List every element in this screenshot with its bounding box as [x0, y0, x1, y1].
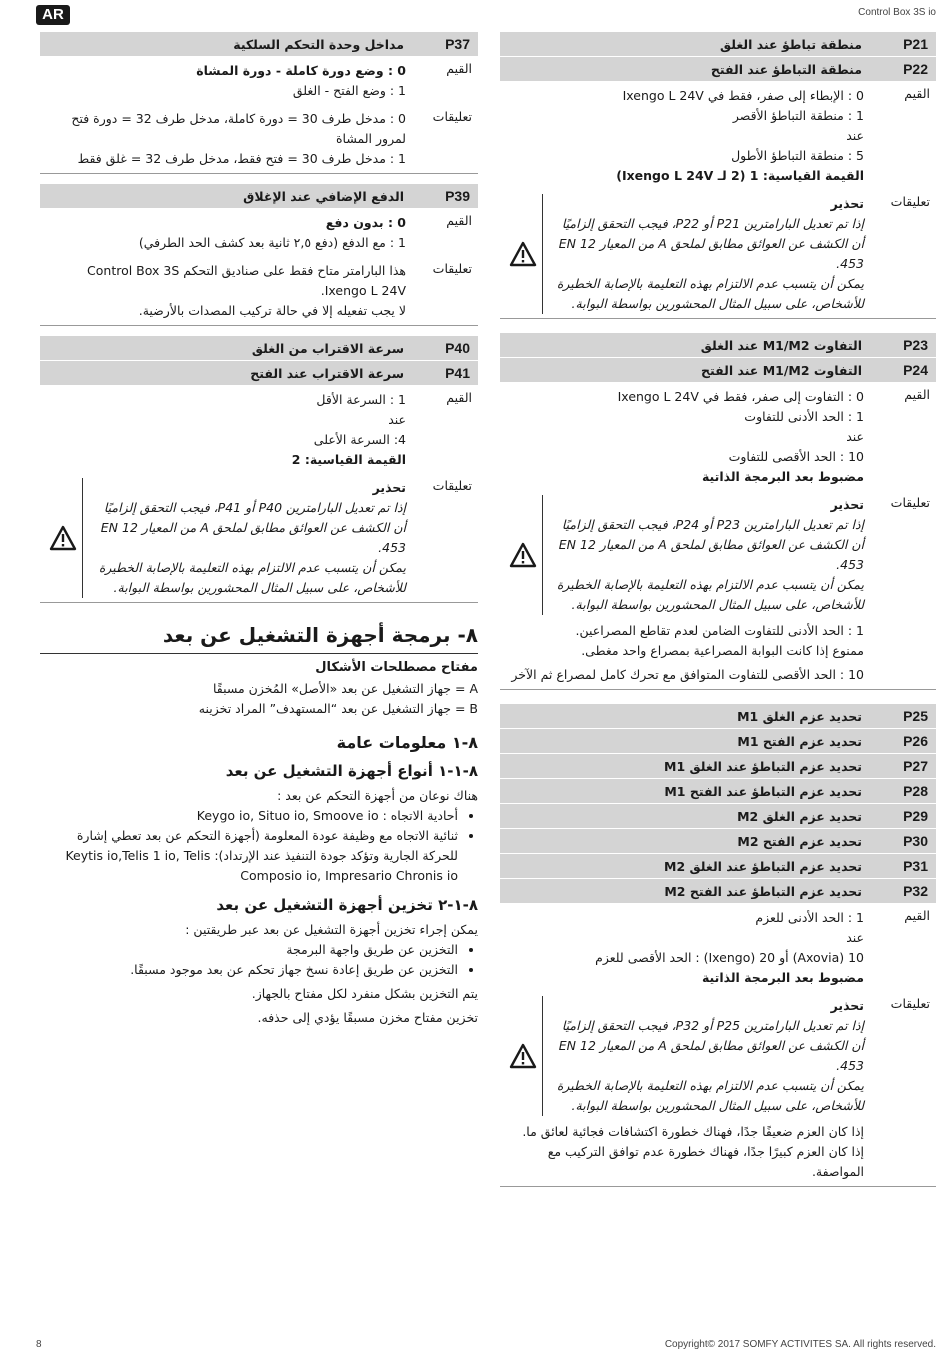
param-title: سرعة الاقتراب من الغلق	[251, 340, 404, 356]
value-line: عند	[846, 429, 864, 444]
param-code: P24	[903, 362, 928, 378]
warning-text: يمكن أن يتسبب عدم الالتزام بهذه التعليمة بالإصابة الخطيرة للأشخاص، على سبيل المثال المحشورين بواسطة البوابة.	[556, 276, 864, 311]
values-label: القيم	[446, 213, 472, 228]
param-code: P29	[903, 808, 928, 824]
values-row	[40, 209, 478, 257]
param-row-p41	[40, 361, 478, 386]
param-code: P26	[903, 733, 928, 749]
comment-line: لا يجب تفعيله إلا في حالة تركيب المصدات بالأرضية.	[138, 303, 406, 318]
param-row-p32	[500, 879, 936, 904]
param-row-p39	[40, 184, 478, 209]
param-code: P27	[903, 758, 928, 774]
note-line: 1 : الحد الأدنى للتفاوت الضامن لعدم تقاطع المصراعين.	[575, 623, 864, 638]
param-row-p29	[500, 804, 936, 829]
values-label: القيم	[904, 387, 930, 402]
default-value: مضبوط بعد البرمجة الذاتية	[701, 469, 864, 484]
warning-text: إذا تم تعديل البارامترين P21 أو P22، فيجب التحقق إلزاميًا أن الكشف عن العوائق مطابق لملحق A من المعيار EN 12 453.	[558, 216, 864, 271]
comments-row	[500, 190, 936, 319]
values-label: القيم	[904, 86, 930, 101]
values-row	[500, 383, 936, 491]
value-line: 10 (Axovia) أو 20 (Ixengo) : الحد الأقصى للعزم	[595, 950, 864, 965]
param-code: P25	[903, 708, 928, 724]
param-title: تحديد عزم الفتح M1	[737, 733, 862, 749]
paragraph: هناك نوعان من أجهزة التحكم عن بعد :	[277, 788, 478, 803]
param-code: P23	[903, 337, 928, 353]
param-title: التفاوت M1/M2 عند الفتح	[701, 362, 862, 378]
subsection-title: ٨-١-٢ تخزين أجهزة التشغيل عن بعد	[216, 896, 478, 914]
value-line: 0 : الإبطاء إلى صفر، فقط في Ixengo L 24V	[622, 88, 864, 103]
warning-box	[504, 495, 864, 615]
param-title: تحديد عزم الفتح M2	[737, 833, 862, 849]
legend-title: مفتاح مصطلحات الأشكال	[315, 660, 478, 675]
param-title: تحديد عزم التباطؤ عند الفتح M1	[664, 783, 862, 799]
comments-label: تعليقات	[890, 996, 930, 1011]
legend-b: B = جهاز التشغيل عن بعد “المستهدف” المراد تخزينه	[198, 701, 478, 716]
param-code: P30	[903, 833, 928, 849]
list-item: • ثنائية الاتجاه مع وظيفة عودة المعلومة (أجهزة التحكم عن بعد تعطي إشارة للحركة الجارية وتؤكد جودة التنفيذ عند الإرتداد): Keytis io,Telis 1 io, Telis Composio io, Impresario Chronis io	[40, 826, 458, 886]
right-column	[500, 32, 936, 1187]
param-code: P22	[903, 61, 928, 77]
values-label: القيم	[904, 908, 930, 923]
bullet-list	[40, 940, 478, 980]
param-code: P28	[903, 783, 928, 799]
comments-label: تعليقات	[890, 194, 930, 209]
value-line: 4: السرعة الأعلى	[313, 432, 406, 447]
value-line: 1 : مع الدفع (دفع ٢,٥ ثانية بعد كشف الحد الطرفي)	[138, 235, 406, 250]
comments-label: تعليقات	[890, 495, 930, 510]
warning-triangle-icon	[504, 194, 542, 314]
param-code: P41	[445, 365, 470, 381]
note-line: إذا كان العزم كبيرًا جدًا، فهناك خطورة عدم توافق التركيب مع المواصفة.	[547, 1144, 864, 1179]
note-line: ممنوع إذا كانت البوابة المصراعية بمصراع واحد مغطى.	[581, 643, 864, 658]
warning-text: يمكن أن يتسبب عدم الالتزام بهذه التعليمة بالإصابة الخطيرة للأشخاص، على سبيل المثال المحشورين بواسطة البوابة.	[556, 1078, 864, 1113]
param-title: تحديد عزم الغلق M1	[737, 708, 862, 724]
param-row-p37	[40, 32, 478, 57]
subsection-title: ٨-١ معلومات عامة	[336, 733, 478, 752]
comments-row	[40, 105, 478, 174]
comments-label: تعليقات	[432, 478, 472, 493]
comment-line: 0 : مدخل طرف 30 = دورة كاملة، مدخل طرف 32 = دورة فتح لمرور المشاة	[71, 111, 406, 146]
note-line: 10 : الحد الأقصى للتفاوت المتوافق مع تحرك كامل لمصراع ثم الآخر	[511, 667, 864, 682]
list-item: • التخزين عن طريق واجهة البرمجة	[40, 940, 458, 960]
default-value: القيمة القياسية: 1 (2 لـ Ixengo L 24V)	[616, 168, 864, 183]
values-label: القيم	[446, 390, 472, 405]
warning-triangle-icon	[504, 996, 542, 1116]
torque-param-list	[500, 704, 936, 904]
value-line: 0 : التفاوت إلى صفر، فقط في Ixengo L 24V	[617, 389, 864, 404]
values-row	[40, 386, 478, 474]
param-title: مداخل وحدة التحكم السلكية	[233, 36, 404, 52]
value-line: 0 : بدون دفع	[325, 215, 406, 230]
subsection-title: ٨-١-١ أنواع أجهزة التشغيل عن بعد	[225, 762, 478, 780]
warning-title: تحذير	[830, 497, 864, 512]
param-row-p23	[500, 333, 936, 358]
param-title: سرعة الاقتراب عند الفتح	[250, 365, 404, 381]
param-title: التفاوت M1/M2 عند الغلق	[700, 337, 862, 353]
param-row-p25	[500, 704, 936, 729]
param-title: تحديد عزم التباطؤ عند الغلق M1	[664, 758, 862, 774]
value-line: عند	[846, 930, 864, 945]
param-row-p30	[500, 829, 936, 854]
param-title: الدفع الإضافي عند الإغلاق	[243, 188, 404, 204]
param-code: P32	[903, 883, 928, 899]
left-column	[40, 32, 478, 1028]
list-item: • التخزين عن طريق إعادة نسخ جهاز تحكم عن بعد موجود مسبقًا.	[40, 960, 458, 980]
values-row	[40, 57, 478, 105]
default-value: القيمة القياسية: 2	[291, 452, 406, 467]
page-number: 8	[36, 1339, 42, 1350]
values-label: القيم	[446, 61, 472, 76]
warning-title: تحذير	[830, 196, 864, 211]
param-code: P37	[445, 36, 470, 52]
warning-text: إذا تم تعديل البارامترين P23 أو P24، فيجب التحقق إلزاميًا أن الكشف عن العوائق مطابق لملحق A من المعيار EN 12 453.	[558, 517, 864, 572]
param-title: منطقة التباطؤ عند الفتح	[710, 61, 862, 77]
warning-text: يمكن أن يتسبب عدم الالتزام بهذه التعليمة بالإصابة الخطيرة للأشخاص، على سبيل المثال المحشورين بواسطة البوابة.	[98, 560, 406, 595]
param-code: P39	[445, 188, 470, 204]
comments-row	[500, 491, 936, 690]
value-line: 1 : السرعة الأقل	[316, 392, 406, 407]
values-row	[500, 82, 936, 190]
param-title: منطقة تباطؤ عند الغلق	[719, 36, 862, 52]
product-name: Control Box 3S io	[858, 7, 936, 18]
warning-title: تحذير	[830, 998, 864, 1013]
warning-box	[44, 478, 406, 598]
warning-triangle-icon	[504, 495, 542, 615]
param-title: تحديد عزم التباطؤ عند الفتح M2	[664, 883, 862, 899]
paragraph: يتم التخزين بشكل منفرد لكل مفتاح بالجهاز.	[251, 986, 478, 1001]
warning-box	[504, 194, 864, 314]
param-row-p31	[500, 854, 936, 879]
comment-line: هذا البارامتر متاح فقط على صناديق التحكم Control Box 3S Ixengo L 24V.	[87, 263, 406, 298]
paragraph: يمكن إجراء تخزين أجهزة التشغيل عن بعد عبر طريقتين :	[185, 922, 478, 937]
param-row-p40	[40, 336, 478, 361]
copyright: Copyright© 2017 SOMFY ACTIVITES SA. All rights reserved.	[664, 1339, 936, 1350]
legend-a: A = جهاز التشغيل عن بعد «الأصل» المُخزن مسبقًا	[212, 681, 478, 696]
value-line: عند	[846, 128, 864, 143]
section-title: ٨- برمجة أجهزة التشغيل عن بعد	[40, 623, 478, 654]
value-line: 0 : وضع دورة كاملة - دورة المشاة	[196, 63, 406, 78]
value-line: 1 : الحد الأدنى للتفاوت	[744, 409, 864, 424]
value-line: 10 : الحد الأقصى للتفاوت	[728, 449, 864, 464]
value-line: 1 : الحد الأدنى للعزم	[755, 910, 864, 925]
value-line: 1 : وضع الفتح - الغلق	[292, 83, 406, 98]
param-title: تحديد عزم التباطؤ عند الغلق M2	[664, 858, 862, 874]
comments-label: تعليقات	[432, 261, 472, 276]
param-code: P21	[903, 36, 928, 52]
bullet-list	[40, 806, 478, 886]
comments-label: تعليقات	[432, 109, 472, 124]
param-code: P40	[445, 340, 470, 356]
values-row	[500, 904, 936, 992]
paragraph: تخزين مفتاح مخزن مسبقًا يؤدي إلى حذفه.	[257, 1010, 478, 1025]
warning-text: إذا تم تعديل البارامترين P25 أو P32، فيجب التحقق إلزاميًا أن الكشف عن العوائق مطابق لملحق A من المعيار EN 12 453.	[558, 1018, 864, 1073]
param-row-p26	[500, 729, 936, 754]
warning-text: إذا تم تعديل البارامترين P40 أو P41، فيجب التحقق إلزاميًا أن الكشف عن العوائق مطابق لملحق A من المعيار EN 12 453.	[100, 500, 406, 555]
comments-row	[40, 474, 478, 603]
language-badge: AR	[36, 5, 70, 25]
warning-title: تحذير	[372, 480, 406, 495]
param-row-p24	[500, 358, 936, 383]
note-line: إذا كان العزم ضعيفًا جدًا، فهناك خطورة اكتشافات فجائية لعائق ما.	[522, 1124, 864, 1139]
list-item: • أحادية الاتجاه : Keygo io, Situo io, Smoove io	[40, 806, 458, 826]
param-title: تحديد عزم الغلق M2	[737, 808, 862, 824]
default-value: مضبوط بعد البرمجة الذاتية	[701, 970, 864, 985]
comment-line: 1 : مدخل طرف 30 = فتح فقط، مدخل طرف 32 = غلق فقط	[77, 151, 406, 166]
param-row-p27	[500, 754, 936, 779]
param-row-p21	[500, 32, 936, 57]
value-line: عند	[388, 412, 406, 427]
value-line: 5 : منطقة التباطؤ الأطول	[731, 148, 864, 163]
value-line: 1 : منطقة التباطؤ الأقصر	[732, 108, 864, 123]
warning-box	[504, 996, 864, 1116]
param-row-p28	[500, 779, 936, 804]
param-row-p22	[500, 57, 936, 82]
param-code: P31	[903, 858, 928, 874]
comments-row	[500, 992, 936, 1187]
comments-row	[40, 257, 478, 326]
warning-triangle-icon	[44, 478, 82, 598]
warning-text: يمكن أن يتسبب عدم الالتزام بهذه التعليمة بالإصابة الخطيرة للأشخاص، على سبيل المثال المحشورين بواسطة البوابة.	[556, 577, 864, 612]
